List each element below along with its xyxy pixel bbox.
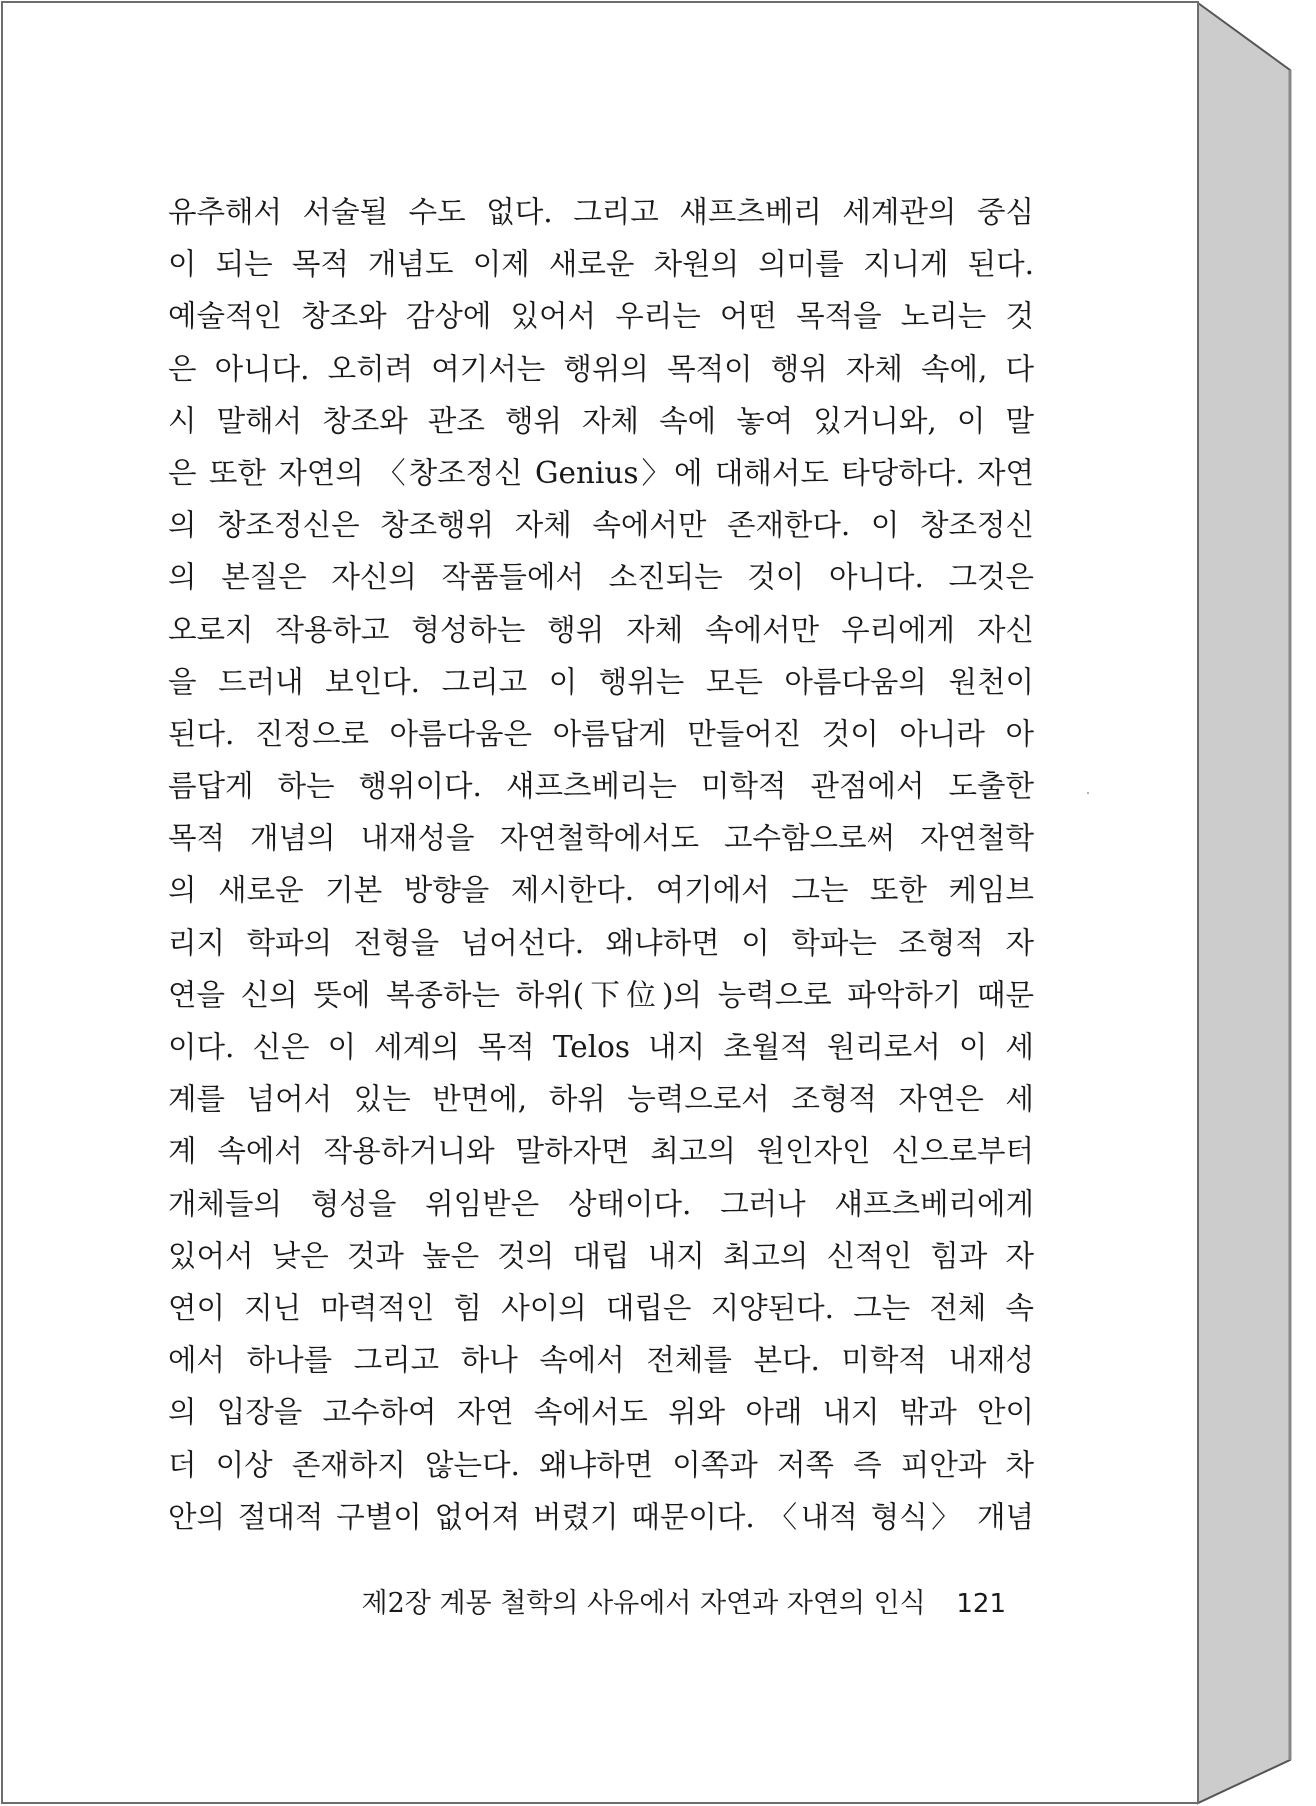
text-line: 이 되는 목적 개념도 이제 새로운 차원의 의미를 지니게 된다. xyxy=(168,247,1034,282)
text-line: 유추해서 서술될 수도 없다. 그리고 섀프츠베리 세계관의 중심 xyxy=(168,195,1034,229)
text-line: 이다. 신은 이 세계의 목적 Telos 내지 초월적 원리로서 이 세 xyxy=(168,1030,1034,1064)
text-line: 더 이상 존재하지 않는다. 왜냐하면 이쪽과 저쪽 즉 피안과 차 xyxy=(168,1447,1034,1482)
text-line: 은 또한 자연의 〈창조정신 Genius〉에 대해서도 타당하다. 자연 xyxy=(168,455,1034,490)
text-line: 연을 신의 뜻에 복종하는 하위(下位)의 능력으로 파악하기 때문 xyxy=(168,977,1034,1012)
text-line: 에서 하나를 그리고 하나 속에서 전체를 본다. 미학적 내재성 xyxy=(168,1343,1034,1378)
running-footer xyxy=(356,1580,1006,1628)
body-text xyxy=(168,186,1034,1543)
text-line: 연이 지닌 마력적인 힘 사이의 대립은 지양된다. 그는 전체 속 xyxy=(168,1290,1034,1325)
text-line: 의 본질은 자신의 작품들에서 소진되는 것이 아니다. 그것은 xyxy=(168,560,1034,595)
text-line: 된다. 진정으로 아름다움은 아름답게 만들어진 것이 아니라 아 xyxy=(168,716,1034,751)
text-line: 개체들의 형성을 위임받은 상태이다. 그러나 섀프츠베리에게 xyxy=(168,1186,1034,1221)
text-line: 있어서 낮은 것과 높은 것의 대립 내지 최고의 신적인 힘과 자 xyxy=(168,1238,1034,1273)
text-line: 목적 개념의 내재성을 자연철학에서도 고수함으로써 자연철학 xyxy=(168,821,1034,856)
text-line: 오로지 작용하고 형성하는 행위 자체 속에서만 우리에게 자신 xyxy=(168,612,1034,647)
footer-chapter-title: 제2장 계몽 철학의 사유에서 자연과 자연의 인식 xyxy=(361,1588,926,1619)
text-line: 을 드러내 보인다. 그리고 이 행위는 모든 아름다움의 원천이 xyxy=(168,664,1034,699)
text-line: 계를 넘어서 있는 반면에, 하위 능력으로서 조형적 자연은 세 xyxy=(168,1082,1034,1117)
text-line: 은 아니다. 오히려 여기서는 행위의 목적이 행위 자체 속에, 다 xyxy=(168,351,1034,386)
page-stack-edge xyxy=(1198,3,1290,1803)
text-line: 의 입장을 고수하여 자연 속에서도 위와 아래 내지 밖과 안이 xyxy=(168,1395,1034,1430)
text-line: 안의 절대적 구별이 없어져 버렸기 때문이다. 〈내적 형식〉 개념 xyxy=(168,1499,1034,1534)
text-line: 름답게 하는 행위이다. 섀프츠베리는 미학적 관점에서 도출한 xyxy=(168,769,1034,804)
page-number: 121 xyxy=(956,1589,1006,1619)
text-line: 시 말해서 창조와 관조 행위 자체 속에 놓여 있거니와, 이 말 xyxy=(168,403,1034,438)
text-line: 리지 학파의 전형을 넘어선다. 왜냐하면 이 학파는 조형적 자 xyxy=(168,925,1034,960)
text-line: 예술적인 창조와 감상에 있어서 우리는 어떤 목적을 노리는 것 xyxy=(168,299,1034,334)
text-line: 의 창조정신은 창조행위 자체 속에서만 존재한다. 이 창조정신 xyxy=(168,508,1034,543)
text-line: 계 속에서 작용하거니와 말하자면 최고의 원인자인 신으로부터 xyxy=(168,1134,1034,1169)
text-line: 의 새로운 기본 방향을 제시한다. 여기에서 그는 또한 케임브 xyxy=(168,873,1034,908)
margin-speck xyxy=(1087,792,1089,794)
